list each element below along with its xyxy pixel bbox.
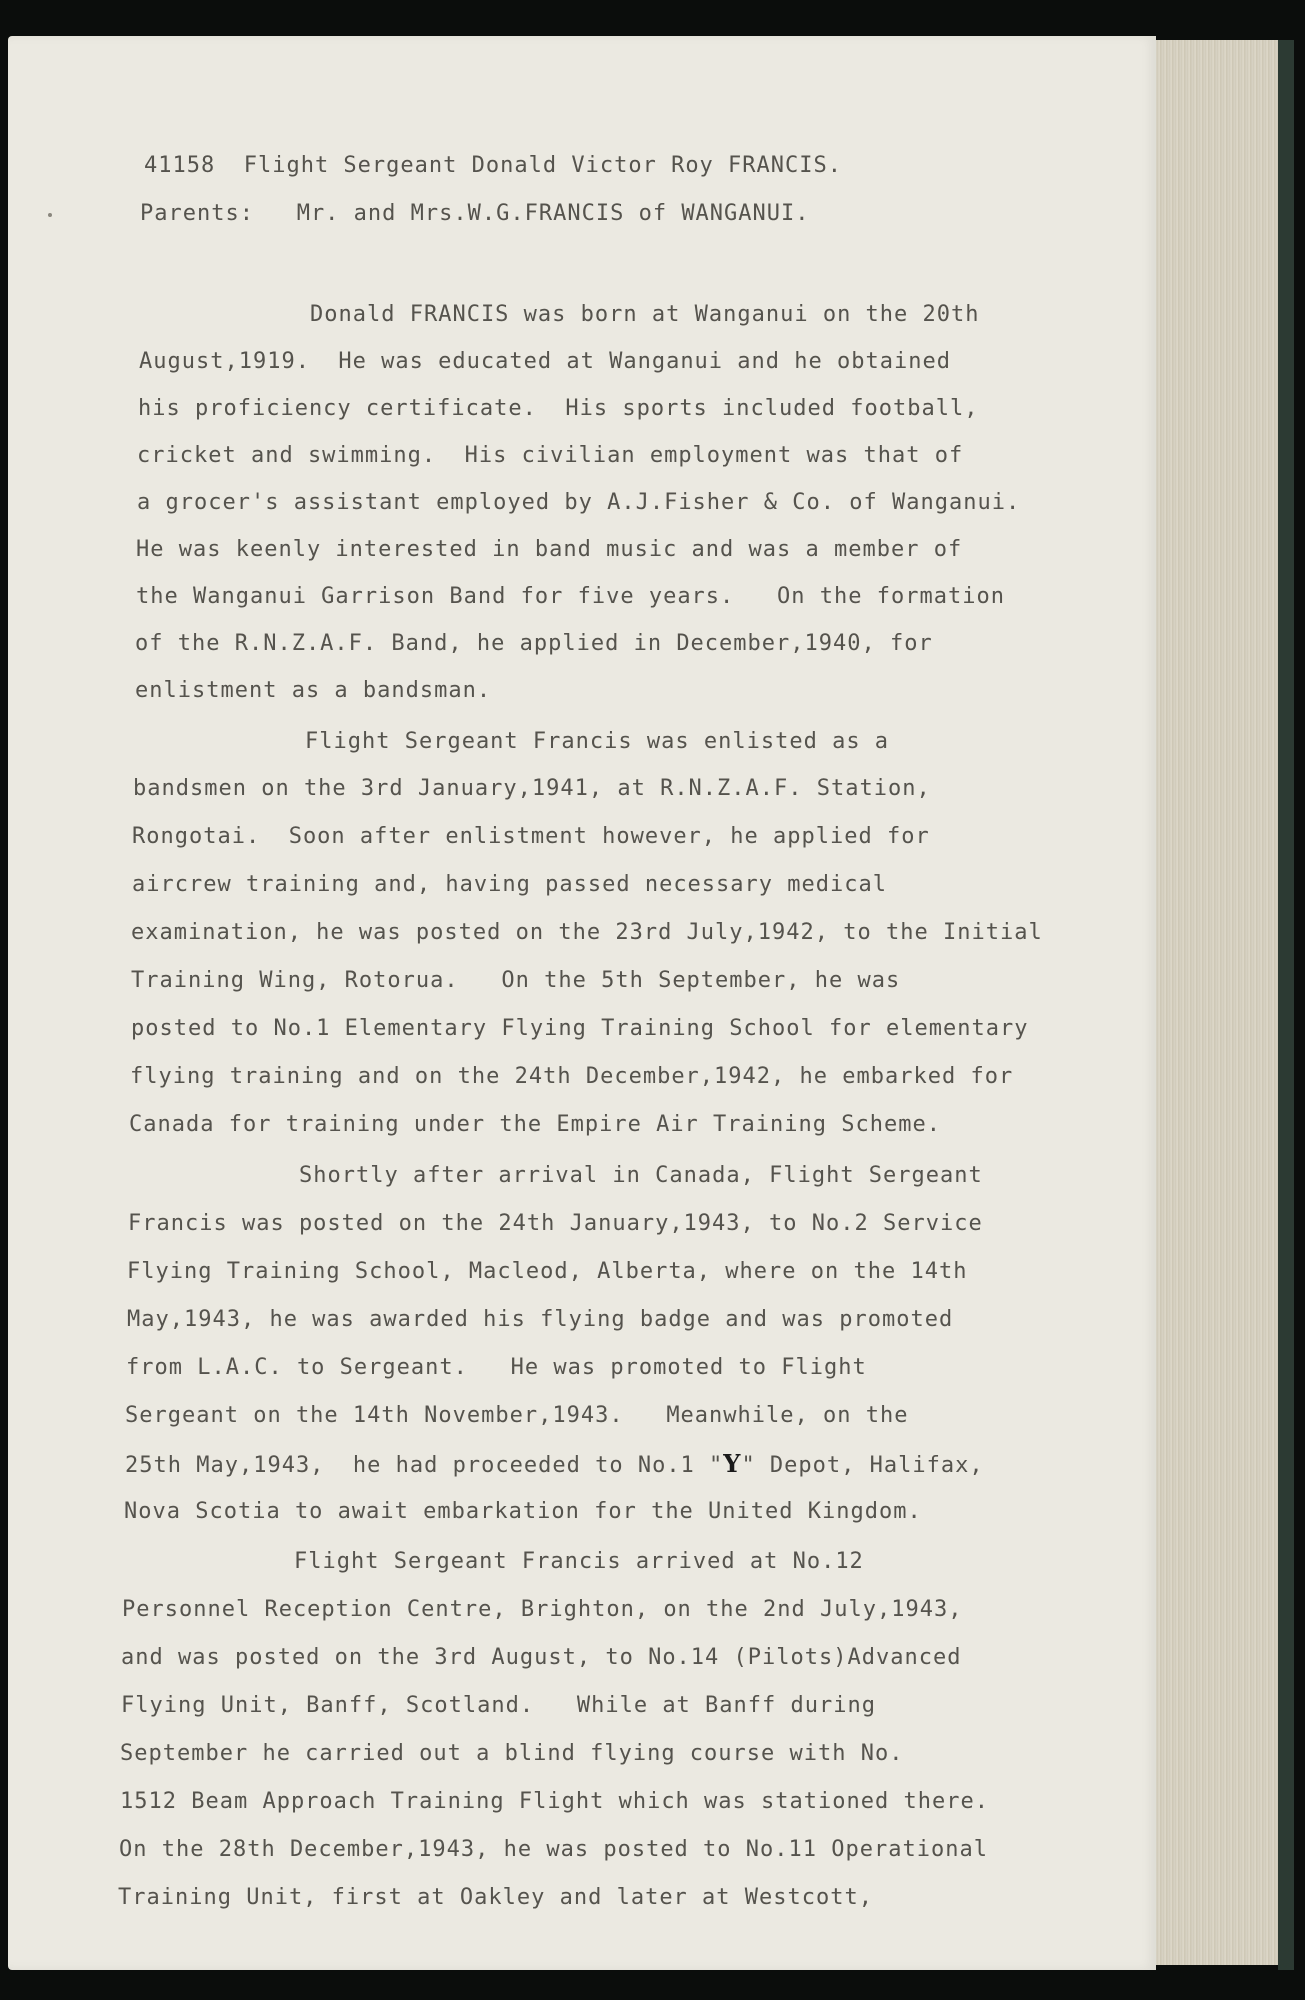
body-line: and was posted on the 3rd August, to No.14 (Pilots)Advanced — [121, 1645, 962, 1670]
body-line: September he carried out a blind flying course with No. — [120, 1741, 904, 1766]
body-line: Training Wing, Rotorua. On the 5th September, he was — [131, 968, 901, 993]
handwritten-letter: Y — [723, 1449, 742, 1478]
body-line: Flying Unit, Banff, Scotland. While at Banff during — [121, 1693, 876, 1718]
body-line: from L.A.C. to Sergeant. He was promoted to Flight — [126, 1355, 867, 1380]
body-line: cricket and swimming. His civilian employment was that of — [137, 443, 964, 468]
body-line: Flying Training School, Macleod, Alberta, where on the 14th — [127, 1259, 968, 1284]
body-line — [125, 1450, 984, 1480]
body-line: Canada for training under the Empire Air Training Scheme. — [129, 1112, 941, 1137]
body-line-tail: " Depot, Halifax, — [741, 1453, 984, 1478]
body-line: On the 28th December,1943, he was posted to No.11 Operational — [119, 1837, 988, 1862]
body-line: May,1943, he was awarded his flying badge and was promoted — [127, 1307, 954, 1332]
body-line: Sergeant on the 14th November,1943. Meanwhile, on the — [125, 1403, 909, 1428]
body-line: bandsmen on the 3rd January,1941, at R.N.Z.A.F. Station, — [133, 776, 931, 801]
body-line: August,1919. He was educated at Wanganui and he obtained — [139, 349, 951, 374]
body-line: flying training and on the 24th December,1942, he embarked for — [130, 1064, 1014, 1089]
body-line: posted to No.1 Elementary Flying Training School for elementary — [131, 1016, 1029, 1041]
book-cover-edge — [1278, 40, 1294, 1970]
body-line-text: 25th May,1943, he had proceeded to No.1 " — [125, 1453, 724, 1478]
body-line: a grocer's assistant employed by A.J.Fisher & Co. of Wanganui. — [137, 490, 1021, 515]
body-line: examination, he was posted on the 23rd July,1942, to the Initial — [131, 920, 1043, 945]
body-line: Shortly after arrival in Canada, Flight Sergeant — [299, 1163, 983, 1188]
body-line: Flight Sergeant Francis was enlisted as a — [305, 729, 890, 754]
body-line: enlistment as a bandsman. — [135, 678, 492, 703]
body-line: of the R.N.Z.A.F. Band, he applied in December,1940, for — [135, 631, 933, 656]
body-line: Flight Sergeant Francis arrived at No.12 — [294, 1549, 864, 1574]
body-line: his proficiency certificate. His sports included football, — [138, 396, 979, 421]
page-edges — [1156, 40, 1281, 1965]
margin-mark — [48, 213, 52, 217]
body-line: Training Unit, first at Oakley and later at Westcott, — [118, 1885, 873, 1910]
body-line: Donald FRANCIS was born at Wanganui on the 20th — [310, 302, 980, 327]
body-line: He was keenly interested in band music and was a member of — [136, 537, 963, 562]
header-service-line: 41158 Flight Sergeant Donald Victor Roy FRANCIS. — [144, 153, 843, 178]
body-line: 1512 Beam Approach Training Flight which was stationed there. — [120, 1789, 989, 1814]
body-line: Nova Scotia to await embarkation for the United Kingdom. — [124, 1499, 922, 1524]
body-line: the Wanganui Garrison Band for five years. On the formation — [136, 584, 1005, 609]
body-line: Rongotai. Soon after enlistment however, he applied for — [132, 824, 930, 849]
header-parents-line: Parents: Mr. and Mrs.W.G.FRANCIS of WANGANUI. — [140, 201, 810, 226]
body-line: aircrew training and, having passed necessary medical — [132, 872, 887, 897]
body-line: Francis was posted on the 24th January,1943, to No.2 Service — [128, 1211, 983, 1236]
body-line: Personnel Reception Centre, Brighton, on the 2nd July,1943, — [122, 1597, 963, 1622]
